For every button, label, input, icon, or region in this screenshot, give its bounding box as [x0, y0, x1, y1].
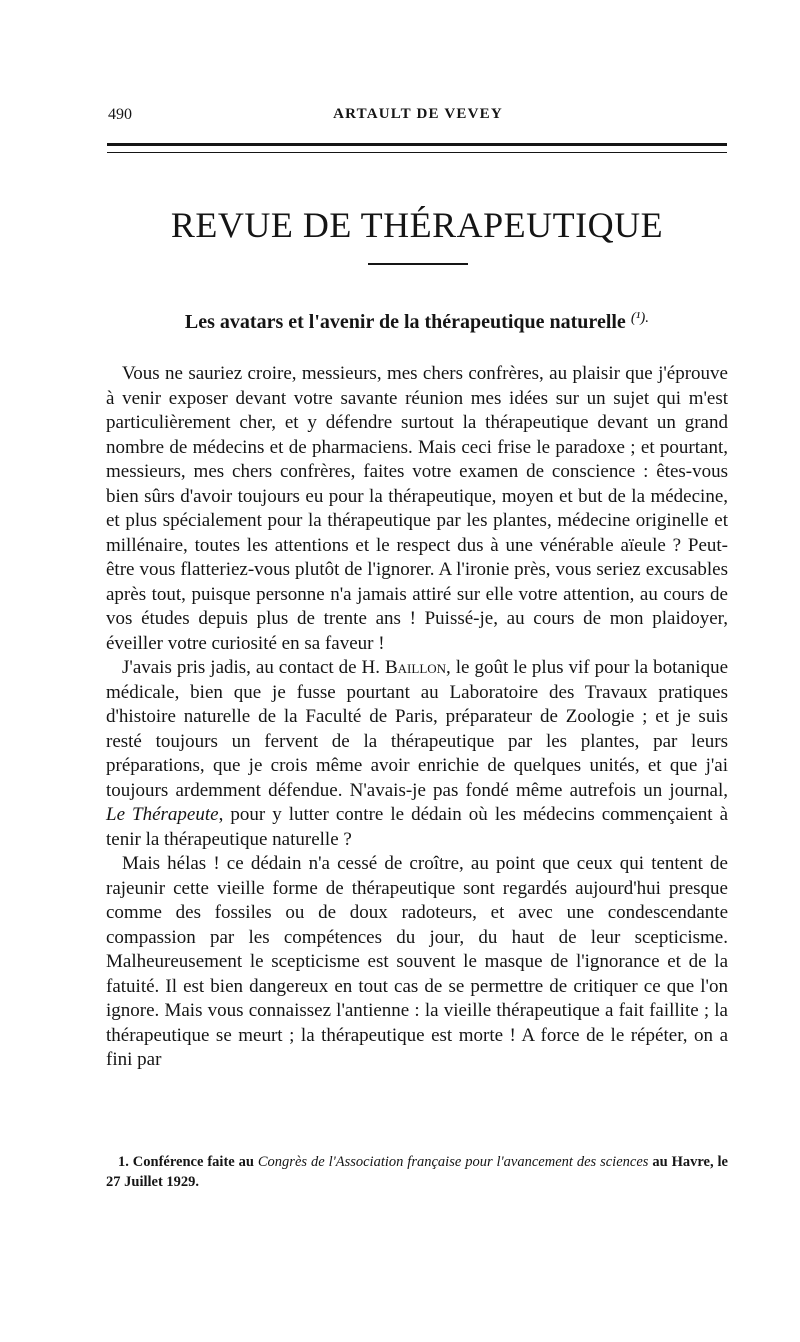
paragraph-2-middle: , le goût le plus vif pour la botanique médicale, bien que je fusse pourtant au Laboratoire des Travaux pratiques d'histoire naturelle de la Faculté de Paris, préparateur de Zoologie ; et je suis resté toujours un fervent de la thérapeutique par les plantes, par leurs préparations, que je crois même avoir enrichie de quelques unités, et que j'ai toujours ardemment défendue. N'avais-je pas fondé même autrefois un journal,	[106, 657, 728, 801]
title-divider	[368, 263, 468, 265]
article-subtitle	[107, 310, 727, 334]
page-header	[108, 106, 728, 128]
paragraph-2-start: J'avais pris jadis, au contact de H.	[122, 657, 385, 678]
footnote-reference: (¹).	[630, 310, 650, 326]
footnote-venue: Congrès de l'Association française pour l'avancement des sciences	[257, 1154, 649, 1170]
running-head: ARTAULT DE VEVEY	[333, 106, 503, 122]
article-body	[106, 362, 728, 1073]
article-subtitle-text: Les avatars et l'avenir de la thérapeutique naturelle	[184, 311, 626, 333]
journal-title: Le Thérapeute	[106, 804, 219, 825]
footnote-end: au Havre, le 27 Juillet 1929.	[106, 1154, 728, 1190]
paragraph-1: Vous ne sauriez croire, messieurs, mes chers confrères, au plaisir que j'éprouve à venir exposer devant votre savante réunion mes idées sur un sujet qui m'est particulièrement cher, et y défendre surtout la thérapeutique devant un grand nombre de médecins et de pharmaciens. Mais ceci frise le paradoxe ; et pourtant, messieurs, mes chers confrères, faites votre examen de conscience : êtes-vous bien sûrs d'avoir toujours eu pour la thérapeutique, moyen et but de la médecine, et plus spécialement pour la thérapeutique par les plantes, médecine originelle et millénaire, toutes les attentions et le respect dus à une vénérable aïeule ? Peut-être vous flatteriez-vous plutôt de l'ignorer. A l'ironie près, vous seriez excusables après tout, puisque personne n'a jamais attiré sur elle votre attention, au cours de vos études depuis plus de trente ans ! Puissé-je, au cours de mon plaidoyer, éveiller votre curiosité en sa faveur !	[106, 363, 728, 654]
header-rule-thin	[107, 152, 727, 153]
footnote	[106, 1152, 728, 1192]
paragraph-2-end: , pour y lutter contre le dédain où les médecins commençaient à tenir la thérapeutique naturelle ?	[106, 804, 728, 850]
paragraph-3: Mais hélas ! ce dédain n'a cessé de croître, au point que ceux qui tentent de rajeunir cette vieille forme de thérapeutique sont regardés aujourd'hui presque comme des fossiles ou de doux radoteurs, et avec une condescendante compassion par les compétences du jour, du haut de leur scepticisme. Malheureusement le scepticisme est souvent le masque de l'ignorance et de la fatuité. Il est bien dangereux en tout cas de se permettre de critiquer ce que l'on ignore. Mais vous connaissez l'antienne : la vieille thérapeutique a fait faillite ; la thérapeutique se meurt ; la thérapeutique est morte ! A force de le répéter, on a fini par	[106, 853, 728, 1070]
page-number: 490	[108, 106, 132, 123]
footnote-start: 1. Conférence faite au	[118, 1154, 258, 1170]
section-title: REVUE DE THÉRAPEUTIQUE	[170, 205, 664, 245]
header-rule-thick	[107, 143, 727, 146]
paragraph-2	[106, 656, 728, 852]
author-name-baillon: Baillon	[384, 657, 447, 678]
